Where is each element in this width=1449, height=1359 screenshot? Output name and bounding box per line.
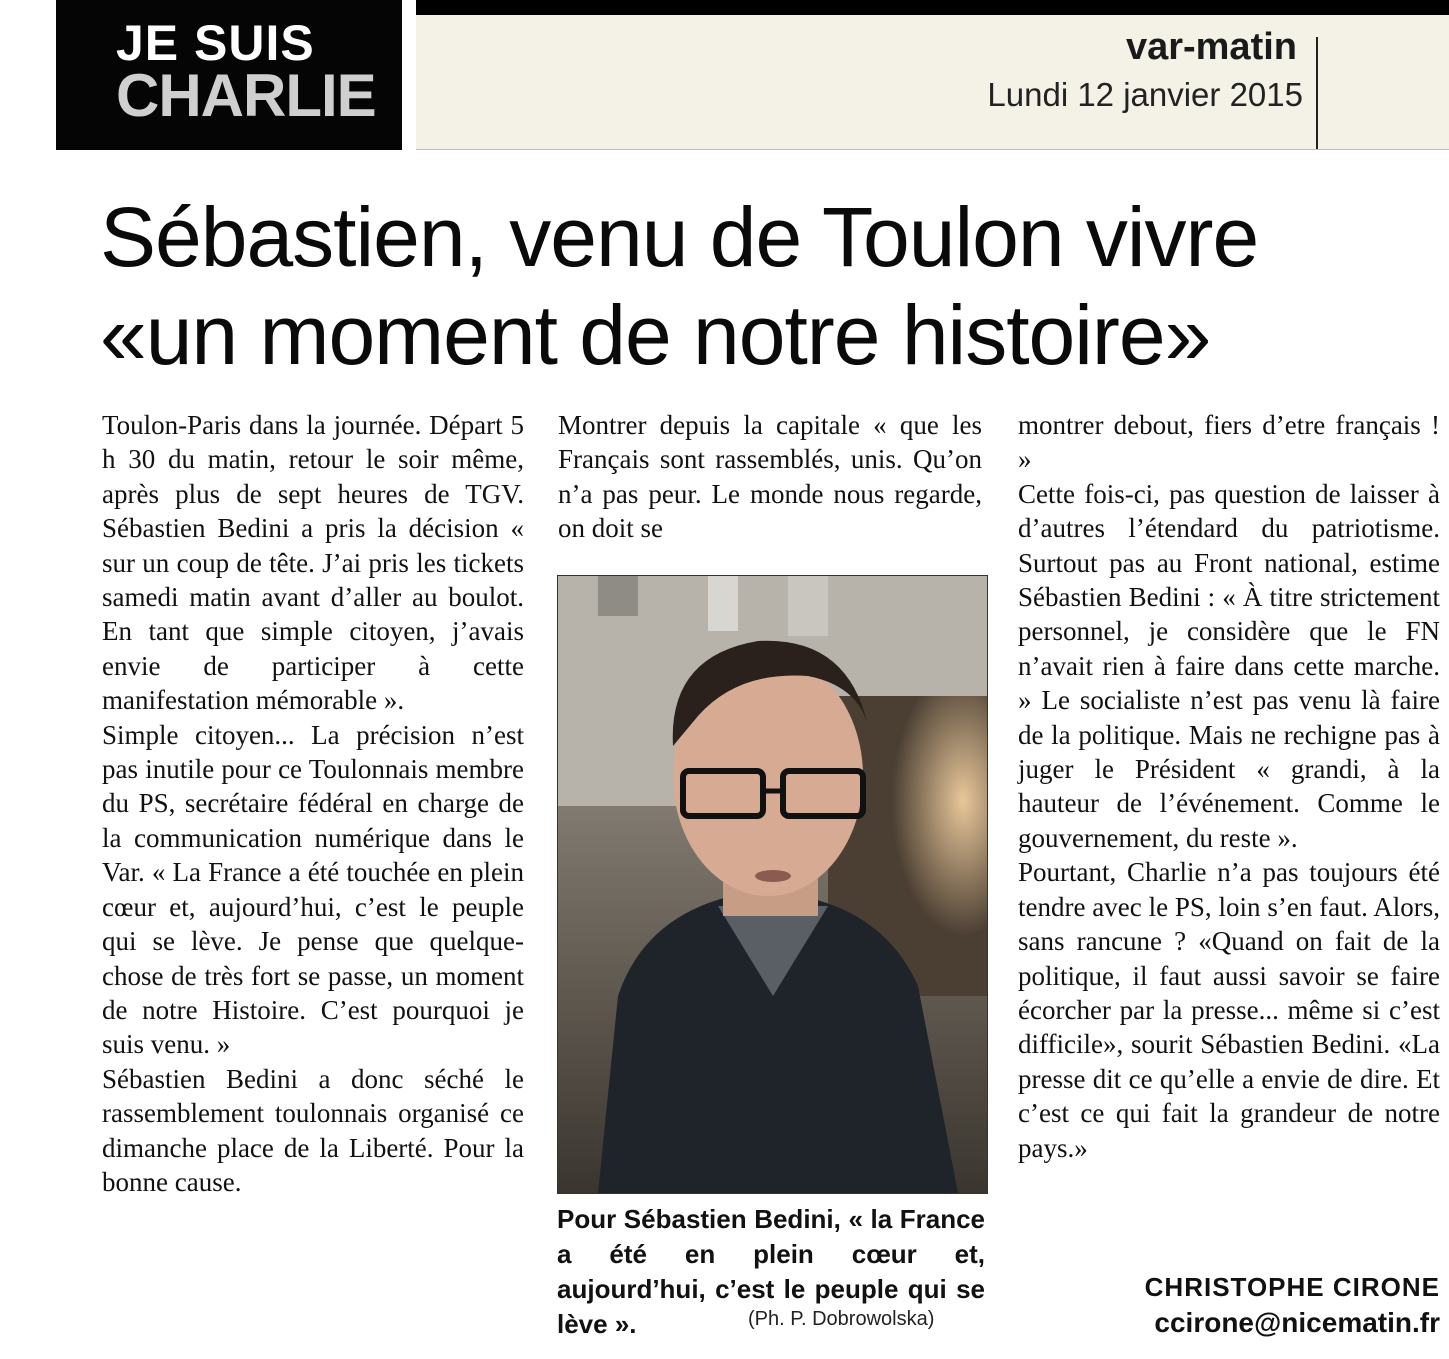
logo-line-2: CHARLIE xyxy=(116,62,376,129)
headline-line-1: Sébastien, venu de Toulon vivre xyxy=(100,190,1259,284)
paragraph: Toulon-Paris dans la journée. Départ 5 h 30 du matin, retour le soir même, après plus de sept heures de TGV. Sébastien Bedini a pris la décision « sur un coup de tête. J’ai pris les tickets samedi matin avant d’aller au boulot. En tant que simple citoyen, j’avais envie de participer à cette manifestation mémorable ». xyxy=(102,410,524,716)
paragraph: Pourtant, Charlie n’a pas toujours été tendre avec le PS, loin s’en faut. Alors, sans rancune ? «Quand on fait de la politique, il faut aussi savoir se faire écorcher par la presse... même si c’est difficile», sourit Sébastien Bedini. «La presse dit ce qu’elle a envie de dire. Et c’est ce qui fait la grandeur de notre pays.» xyxy=(1018,857,1440,1163)
paragraph: Montrer depuis la capitale « que les Français sont rassemblés, unis. Qu’on n’a pas peur. Le monde nous regarde, on doit se xyxy=(558,410,982,544)
header-divider xyxy=(1316,37,1318,149)
paragraph: Cette fois-ci, pas question de laisser à d’autres l’étendard du patriotisme. Surtout pas au Front national, estime Sébastien Bedini : « À titre strictement personnel, je considère que le FN n’avait rien à faire dans cette marche. » Le socialiste n’est pas venu là faire de la politique. Mais ne rechigne pas à juger le Président « grandi, à la hauteur de l’événement. Comme le gouvernement, du reste ». xyxy=(1018,478,1440,853)
je-suis-charlie-logo xyxy=(56,0,402,150)
headline xyxy=(100,188,1440,384)
photo-caption: Pour Sébastien Bedini, « la France a été en plein cœur et, aujourd’hui, c’est le peuple qui se lève ». xyxy=(557,1204,985,1339)
header-band xyxy=(416,0,1449,150)
article-column-2 xyxy=(558,408,982,546)
article-column-3 xyxy=(1018,408,1440,1165)
paragraph: montrer debout, fiers d’etre français ! » xyxy=(1018,410,1440,475)
article-column-1 xyxy=(102,408,524,1199)
paragraph: Simple citoyen... La précision n’est pas inutile pour ce Toulonnais membre du PS, secrétaire fédéral en charge de la communication numérique dans le Var. « La France a été touchée en plein cœur et, aujourd’hui, c’est le peuple qui se lève. Je pense que quelque-chose de très fort se passe, un moment de notre Histoire. C’est pourquoi je suis venu. » xyxy=(102,719,524,1060)
portrait-photo xyxy=(557,575,988,1194)
headline-line-2: «un moment de notre histoire» xyxy=(100,288,1211,382)
publication-date: Lundi 12 janvier 2015 xyxy=(987,76,1303,113)
byline-email: ccirone@nicematin.fr xyxy=(1154,1307,1440,1338)
logo-line-1: JE SUIS xyxy=(116,15,315,71)
paragraph: Sébastien Bedini a donc séché le rassemblement toulonnais organisé ce dimanche place de la Liberté. Pour la bonne cause. xyxy=(102,1063,524,1197)
publication-name: var-matin xyxy=(1125,26,1297,68)
photo-credit: (Ph. P. Dobrowolska) xyxy=(748,1308,935,1330)
byline-author: CHRISTOPHE CIRONE xyxy=(1144,1272,1440,1302)
